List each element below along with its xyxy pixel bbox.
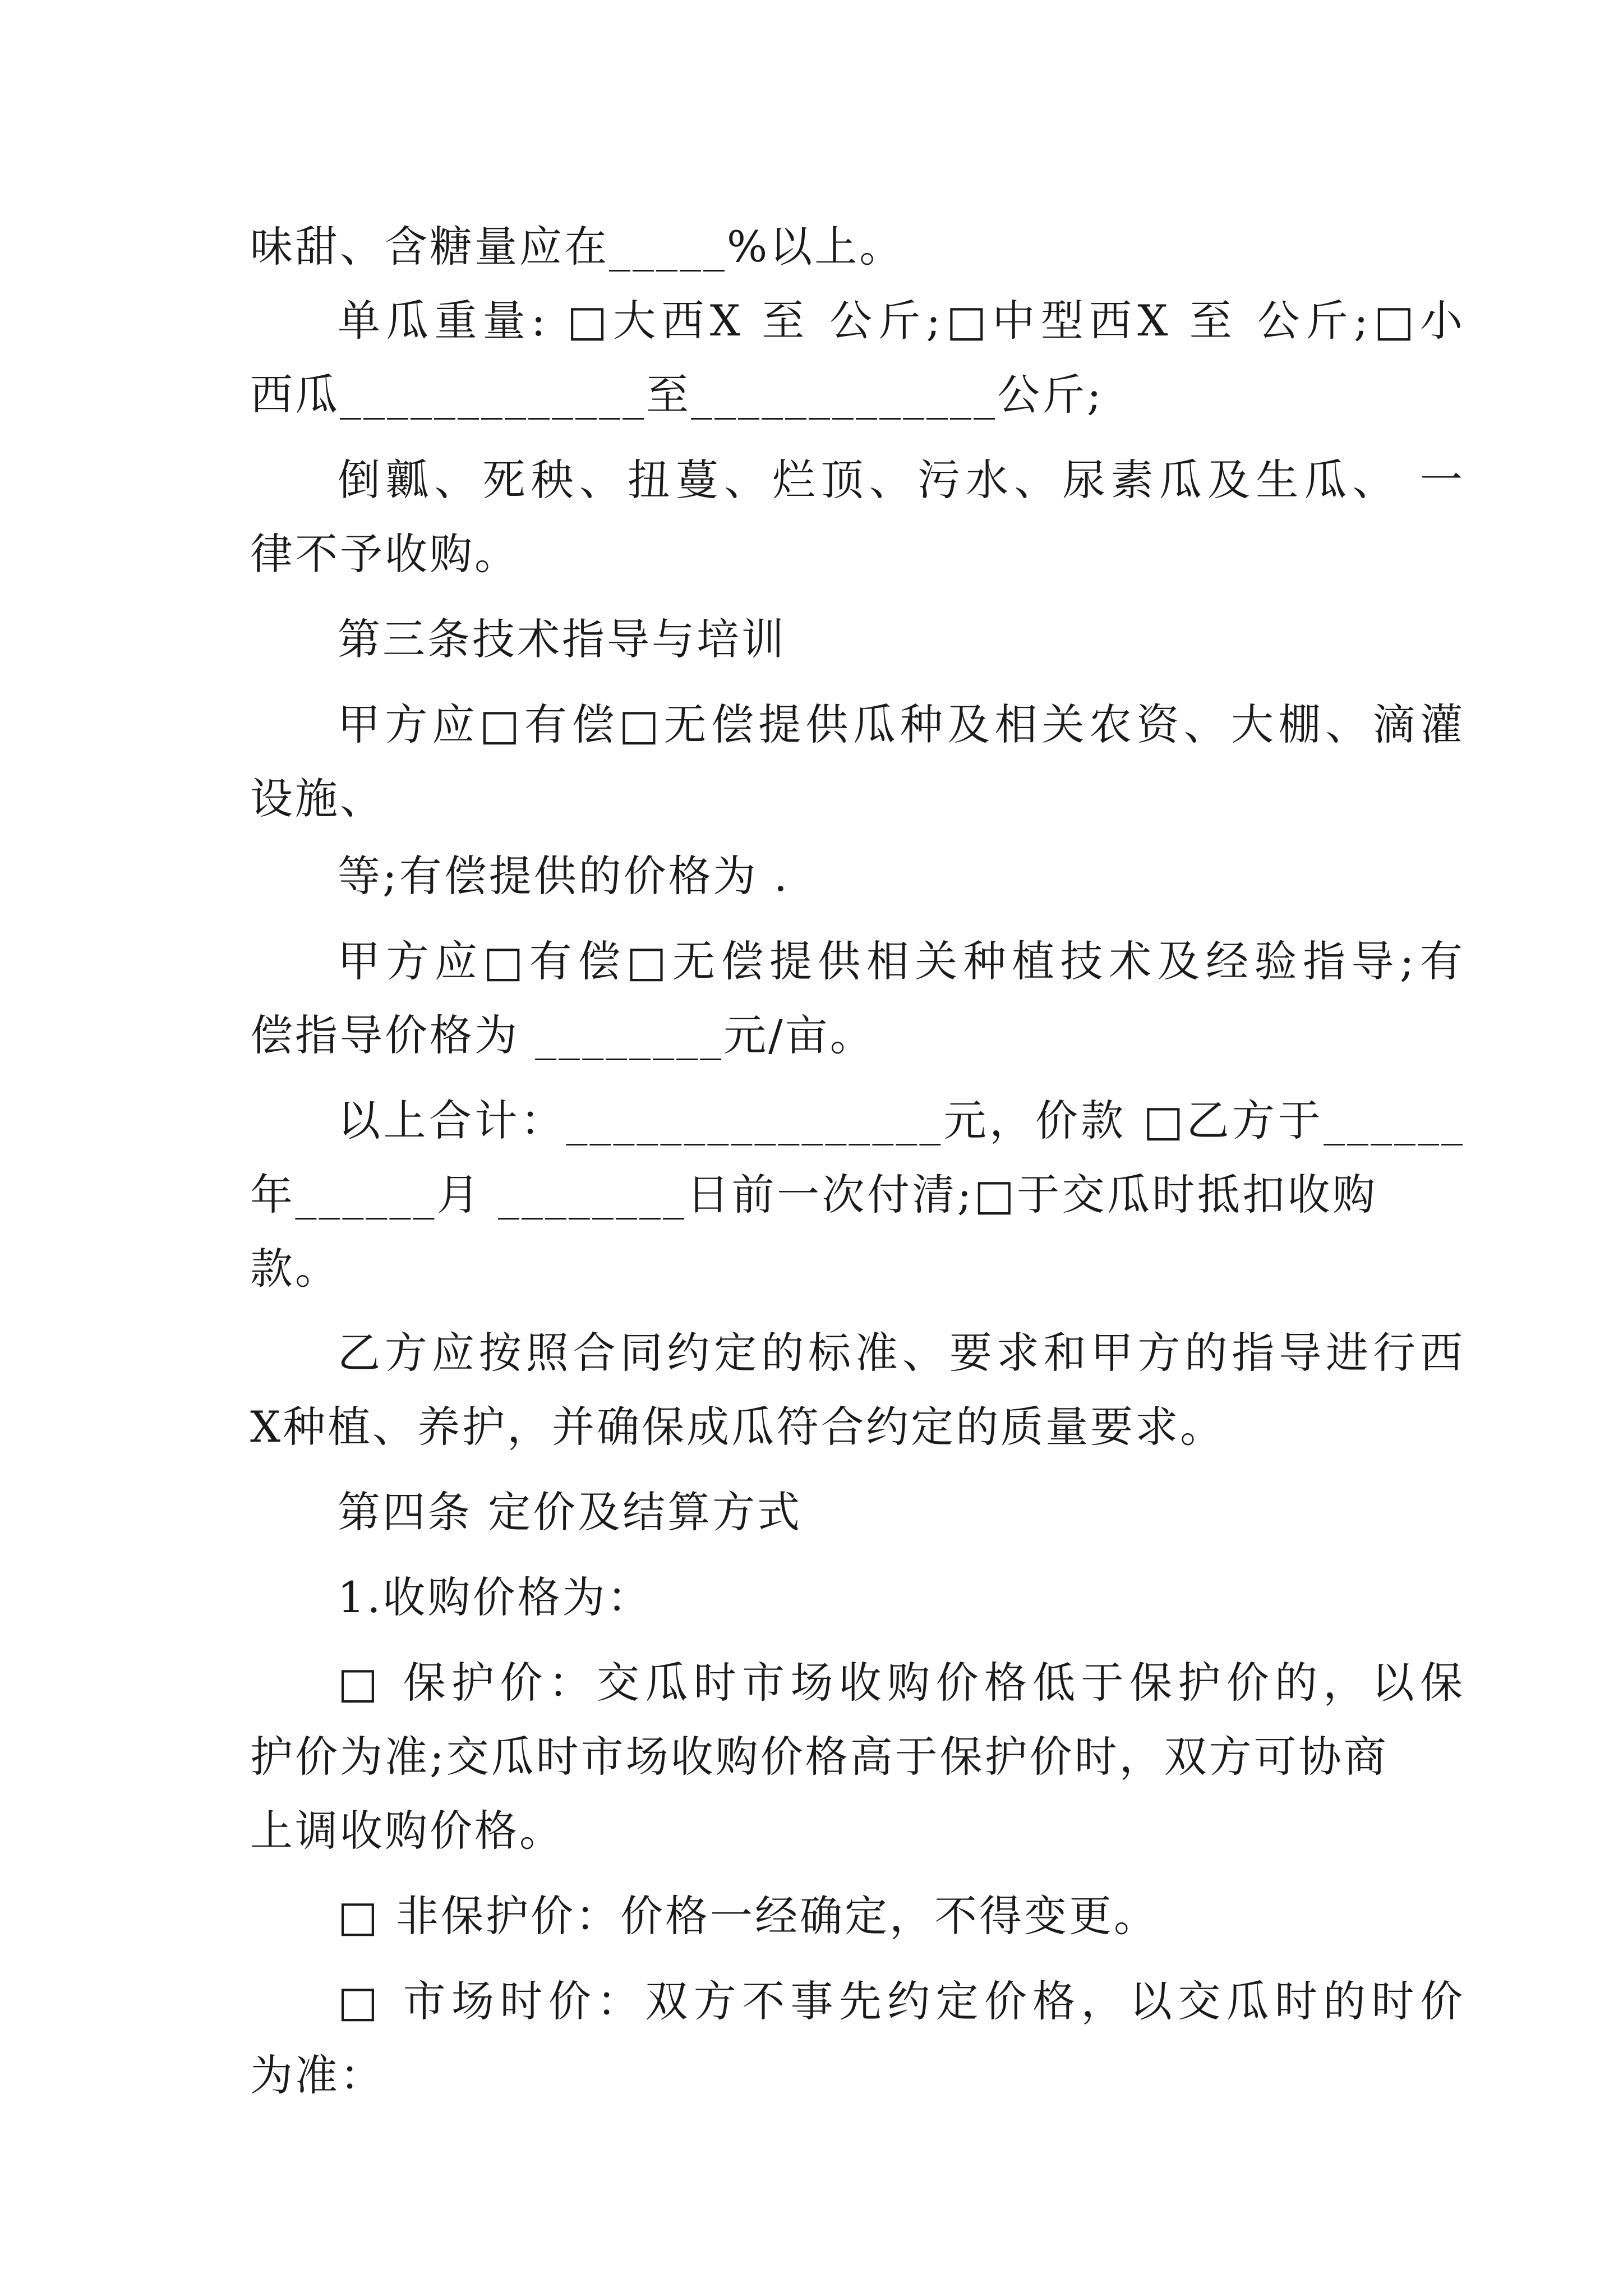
section-heading: 第三条技术指导与培训 bbox=[338, 614, 786, 664]
text-line: 1.收购价格为： bbox=[338, 1572, 652, 1622]
text-line: 甲方应□有偿□无偿提供相关种植技术及经验指导;有 bbox=[338, 936, 1465, 986]
text-line: 设施、 bbox=[250, 774, 385, 823]
section-heading: 第四条 定价及结算方式 bbox=[338, 1487, 803, 1537]
text-line: 律不予收购。 bbox=[250, 529, 519, 579]
text-line: 为准： bbox=[250, 2050, 385, 2100]
text-line: 款。 bbox=[250, 1244, 340, 1294]
text-line: 西瓜_____________至_____________公斤; bbox=[250, 370, 1104, 420]
text-line: 倒瓤、死秧、扭蔓、烂顶、污水、尿素瓜及生瓜、 一 bbox=[338, 455, 1465, 505]
text-line: 上调收购价格。 bbox=[250, 1806, 564, 1856]
text-line: 乙方应按照合同约定的标准、要求和甲方的指导进行西 bbox=[338, 1328, 1465, 1378]
text-line: 味甜、含糖量应在_____%以上。 bbox=[250, 222, 905, 272]
text-line: 年______月 ________日前一次付清;□于交瓜时抵扣收购 bbox=[250, 1170, 1377, 1220]
text-line: 偿指导价格为 ________元/亩。 bbox=[250, 1010, 875, 1060]
text-line: 以上合计：________________元，价款 □乙方于______ bbox=[338, 1096, 1465, 1145]
text-line: 等;有偿提供的价格为 . bbox=[338, 851, 790, 901]
text-line: □ 保护价：交瓜时市场收购价格低于保护价的，以保 bbox=[338, 1658, 1465, 1708]
text-line: □ 市场时价：双方不事先约定价格，以交瓜时的时价 bbox=[338, 1976, 1465, 2026]
text-line: □ 非保护价：价格一经确定，不得变更。 bbox=[338, 1891, 1159, 1941]
text-line: 护价为准;交瓜时市场收购价格高于保护价时，双方可协商 bbox=[250, 1732, 1389, 1782]
text-line: 单瓜重量: □大西X 至 公斤;□中型西X 至 公斤;□小 bbox=[338, 296, 1465, 346]
text-line: 甲方应□有偿□无偿提供瓜种及相关农资、大棚、滴灌 bbox=[338, 700, 1465, 749]
text-line: X种植、养护，并确保成瓜符合约定的质量要求。 bbox=[250, 1402, 1225, 1452]
